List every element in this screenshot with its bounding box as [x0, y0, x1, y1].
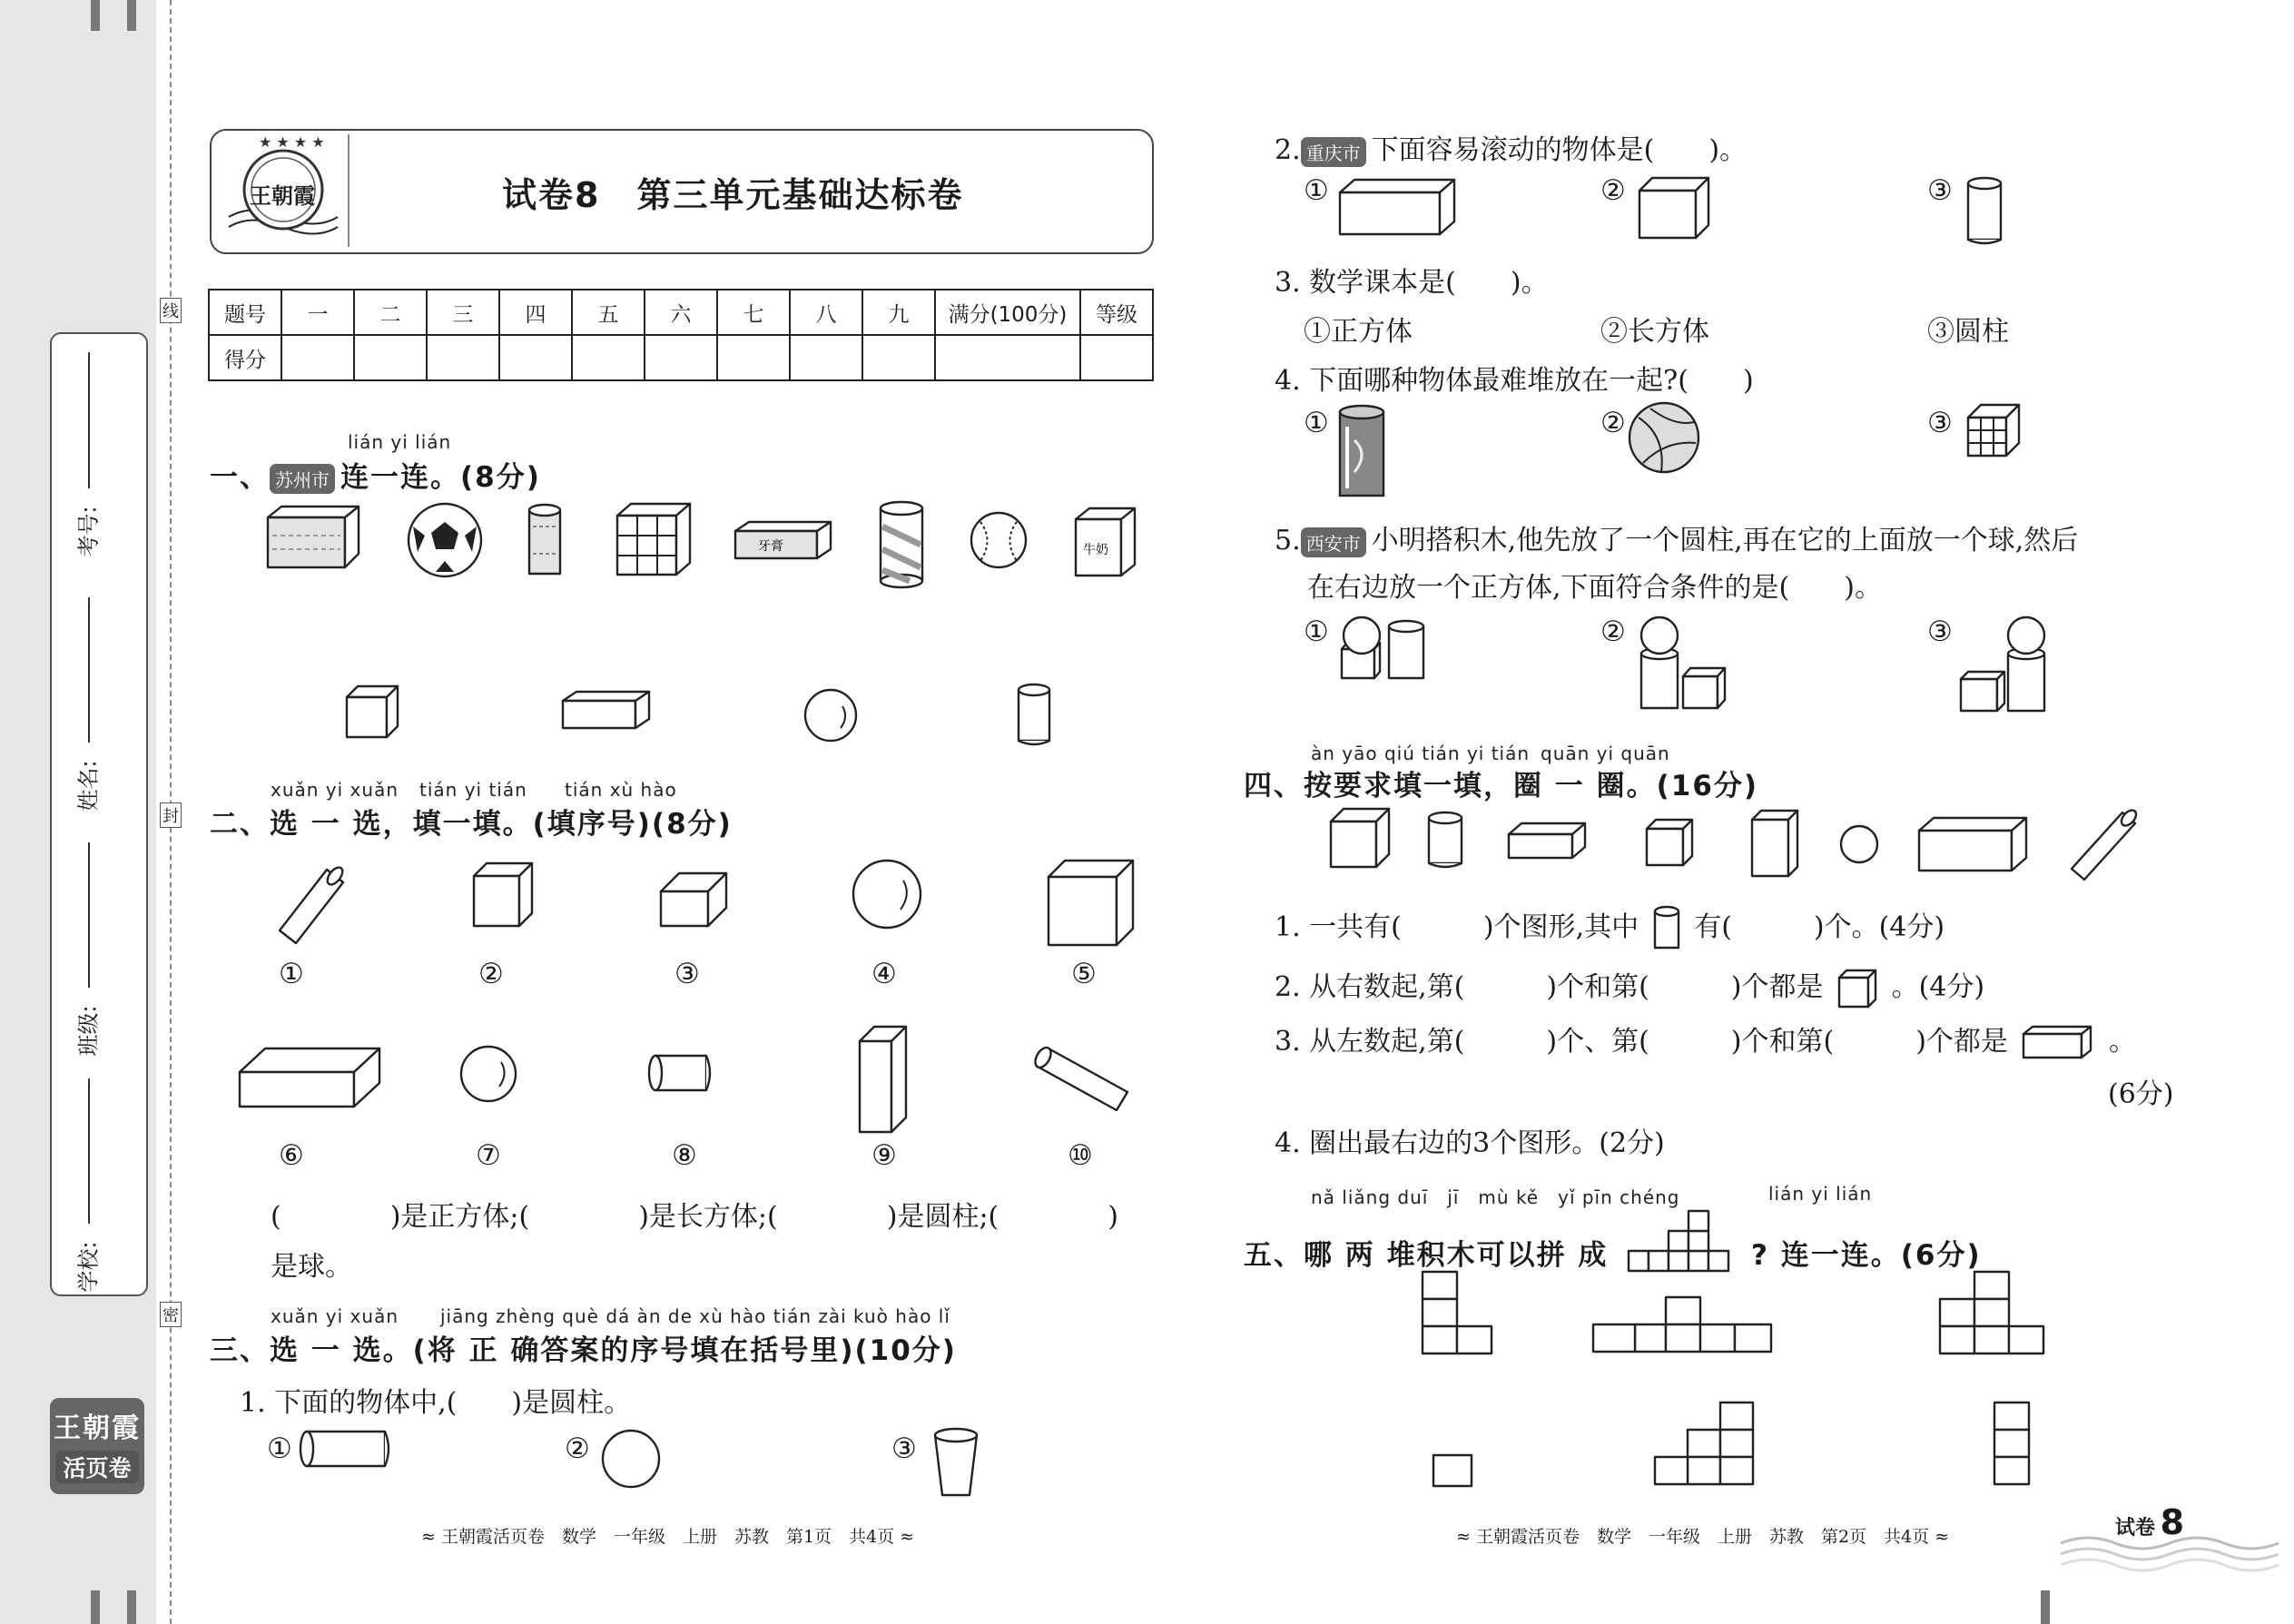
city-badge: 重庆市 — [1301, 137, 1366, 167]
s1-shapes — [336, 681, 1080, 753]
cube-icon — [1836, 967, 1879, 1010]
s2-label-7: ⑦ — [476, 1139, 501, 1172]
sphere-icon — [853, 861, 921, 928]
cube-icon — [1331, 809, 1389, 867]
s2-label-1: ① — [279, 958, 304, 990]
bottom-marks — [127, 1590, 136, 1624]
score-input-cell[interactable] — [354, 335, 427, 380]
battery-can-icon — [529, 505, 560, 574]
top-marks — [91, 0, 100, 31]
striped-can-icon — [881, 502, 922, 587]
option2-stack — [1641, 617, 1725, 708]
s1-pinyin: lián yi lián — [348, 431, 452, 453]
score-header-cell: 等级 — [1080, 290, 1153, 335]
s4-q3[interactable]: 3. 从左数起,第( )个、第( )个和第( )个都是 。 — [1275, 1019, 2136, 1063]
footer-left: ≈ 王朝霞活页卷 数学 一年级 上册 苏教 第1页 共4页 ≈ — [421, 1527, 915, 1547]
score-header-cell: 六 — [645, 290, 717, 335]
r-q4-pictures — [1334, 399, 1988, 504]
s4-pinyin-1: àn yāo qiú tián yi tián — [1311, 743, 1531, 764]
brand-logo: ★ ★ ★ ★ 王朝霞 — [224, 140, 342, 241]
score-input-cell[interactable] — [645, 335, 717, 380]
cylinder-icon — [1651, 904, 1682, 953]
score-header-cell: 八 — [790, 290, 862, 335]
cylinder-icon — [1019, 684, 1049, 744]
cuboid-icon — [563, 692, 649, 728]
s5-pinyin-2: lián yi lián — [1768, 1183, 1873, 1205]
cube-large-icon — [1049, 861, 1133, 945]
score-input-cell[interactable] — [790, 335, 862, 380]
score-input-cell[interactable] — [1080, 335, 1153, 380]
s2-heading: 二、选 一 选，填一填。(填序号)(8分) — [210, 808, 733, 841]
cube-icon — [474, 863, 532, 926]
top-pile-2 — [1593, 1297, 1771, 1352]
svg-text:牙膏: 牙膏 — [758, 539, 783, 554]
s4-q1[interactable]: 1. 一共有( )个图形,其中 有( )个。(4分) — [1275, 904, 1944, 953]
target-blocks-icon — [1625, 1204, 1734, 1273]
toothpaste-box-icon — [735, 522, 831, 558]
corner-page-label: 试卷 8 — [2115, 1502, 2185, 1542]
s2-fill-line-1[interactable]: ( )是正方体;( )是长方体;( )是圆柱;( ) — [271, 1201, 1118, 1233]
class-field[interactable]: 班级: — [79, 842, 121, 1053]
s5-heading: 五、哪 两 堆积木可以拼 成 ? 连一连。(6分) — [1244, 1204, 1982, 1273]
city-badge: 西安市 — [1301, 527, 1366, 557]
score-header-cell: 五 — [572, 290, 645, 335]
r-q3-opt-1[interactable]: ①正方体 — [1304, 316, 1413, 348]
baseball-icon — [971, 513, 1026, 567]
score-input-cell[interactable] — [935, 335, 1080, 380]
r-q4-opt-3[interactable]: ③ — [1927, 407, 1953, 439]
score-input-cell[interactable] — [499, 335, 572, 380]
s1-objects — [263, 499, 1153, 599]
score-table — [208, 289, 1154, 381]
r-q5-opt-3[interactable]: ③ — [1927, 615, 1953, 648]
s3-q1-opt-1[interactable]: ① — [267, 1432, 292, 1465]
shoebox-icon — [268, 507, 359, 567]
exam-number-field[interactable]: 考号: — [79, 352, 121, 563]
sphere-icon — [603, 1431, 659, 1487]
score-header-cell: 九 — [862, 290, 935, 335]
s3-pinyin-2: jiāng zhèng què dá àn de xù hào tián zài kuò hào lǐ — [440, 1305, 950, 1327]
footer-right: ≈ 王朝霞活页卷 数学 一年级 上册 苏教 第2页 共4页 ≈ — [1456, 1527, 1950, 1547]
seal-tab-xian: 线 — [160, 298, 182, 323]
score-input-cell[interactable] — [427, 335, 499, 380]
s2-label-8: ⑧ — [672, 1139, 697, 1172]
s3-q1: 1. 下面的物体中,( )是圆柱。 — [240, 1387, 632, 1419]
s5-pinyin-1: nǎ liǎng duī jī mù kě yǐ pīn chéng — [1311, 1186, 1680, 1208]
s2-label-9: ⑨ — [871, 1139, 897, 1172]
r-q3-opt-2[interactable]: ②长方体 — [1600, 316, 1709, 348]
s4-q4: 4. 圈出最右边的3个图形。(2分) — [1275, 1127, 1665, 1159]
s2-label-10: ⑩ — [1068, 1139, 1093, 1172]
cuboid-icon — [2020, 1023, 2096, 1063]
score-input-cell[interactable] — [717, 335, 790, 380]
svg-text:牛奶: 牛奶 — [1083, 543, 1108, 557]
r-q3-opt-3[interactable]: ③圆柱 — [1927, 316, 2009, 348]
r-q2-pictures — [1334, 174, 1988, 247]
r-q4: 4. 下面哪种物体最难堆放在一起?( ) — [1275, 365, 1754, 397]
cylinder-horizontal-icon — [649, 1056, 710, 1090]
bottom-pile-2 — [1655, 1403, 1753, 1484]
cylinder-tilted-icon — [1032, 1045, 1127, 1110]
logo-divider — [348, 134, 350, 247]
student-info-box — [50, 332, 148, 1296]
s3-q1-pictures — [300, 1421, 989, 1502]
cuboid-large-icon — [240, 1048, 379, 1107]
soda-can-icon — [1340, 406, 1383, 496]
cuboid-tall-icon — [1752, 811, 1797, 876]
s1-heading: 一、 苏州市 连一连。(8分) — [210, 461, 541, 494]
svg-text:★ ★ ★ ★: ★ ★ ★ ★ — [259, 133, 325, 151]
soccer-ball-icon — [409, 504, 481, 576]
score-header-label: 题号 — [209, 290, 281, 335]
cylinder-horizontal-icon — [300, 1432, 389, 1466]
option1-stack — [1342, 617, 1423, 678]
top-pile-3 — [1940, 1272, 2043, 1353]
cuboid-icon — [1340, 180, 1454, 234]
score-header-cell: 七 — [717, 290, 790, 335]
score-header-cell: 满分(100分) — [935, 290, 1080, 335]
s2-shapes-row2 — [236, 1021, 1153, 1139]
score-row-label: 得分 — [209, 335, 281, 380]
page-title: 试卷8 第三单元基础达标卷 — [502, 175, 964, 215]
score-header-cell: 四 — [499, 290, 572, 335]
r-q2-opt-1[interactable]: ① — [1304, 174, 1329, 207]
cylinder-tilted-icon — [280, 865, 346, 943]
name-field[interactable]: 姓名: — [79, 597, 121, 808]
cube-icon — [1647, 820, 1692, 865]
bottom-mark-right — [2041, 1590, 2050, 1624]
s2-pinyin-3: tián xù hào — [565, 779, 677, 801]
school-field[interactable]: 学校: — [79, 1078, 121, 1289]
cube-icon — [1639, 178, 1708, 238]
r-q4-opt-1[interactable]: ① — [1304, 407, 1329, 439]
r-q5-line-1: 5. 西安市 小明搭积木,他先放了一个圆柱,再在它的上面放一个球,然后 — [1275, 525, 2079, 556]
s3-q1-opt-2[interactable]: ② — [565, 1432, 590, 1465]
r-q3: 3. 数学课本是( )。 — [1275, 267, 1549, 299]
s4-heading: 四、按要求填一填，圈 一 圈。(16分) — [1244, 770, 1759, 802]
s3-q1-opt-3[interactable]: ③ — [891, 1432, 917, 1465]
score-header-cell: 一 — [281, 290, 354, 335]
s2-pinyin-1: xuǎn yi xuǎn — [271, 779, 399, 801]
volleyball-icon — [1629, 403, 1698, 472]
bottom-pile-1 — [1433, 1455, 1472, 1486]
r-q2: 2. 重庆市 下面容易滚动的物体是( )。 — [1275, 134, 1748, 166]
s4-q3-score: (6分) — [2108, 1078, 2174, 1110]
r-q2-opt-3[interactable]: ③ — [1927, 174, 1953, 207]
r-q2-opt-2[interactable]: ② — [1600, 174, 1626, 207]
r-q5-opt-1[interactable]: ① — [1304, 615, 1329, 648]
cylinder-icon — [1968, 178, 2001, 243]
s2-pinyin-2: tián yi tián — [419, 779, 527, 801]
s5-block-piles — [1412, 1266, 2102, 1502]
sphere-icon — [461, 1047, 516, 1101]
cuboid-tall-icon — [860, 1027, 906, 1132]
r-q5-opt-2[interactable]: ② — [1600, 615, 1626, 648]
r-q5-pictures — [1334, 608, 1988, 726]
cylinder-tilted-icon — [2072, 808, 2139, 880]
cup-icon — [935, 1429, 977, 1495]
s2-label-6: ⑥ — [279, 1139, 304, 1172]
top-marks — [127, 0, 136, 31]
cuboid-icon — [661, 873, 726, 926]
score-header-cell: 二 — [354, 290, 427, 335]
cuboid-large-icon — [1919, 818, 2026, 871]
bottom-marks — [91, 1590, 100, 1624]
s2-label-5: ⑤ — [1071, 958, 1097, 990]
bottom-pile-3 — [1994, 1403, 2029, 1484]
option3-stack — [1961, 617, 2044, 711]
s2-label-2: ② — [478, 958, 504, 990]
s4-shape-row — [1316, 803, 2151, 903]
s3-pinyin-1: xuǎn yi xuǎn — [271, 1305, 399, 1327]
r-q4-opt-2[interactable]: ② — [1600, 407, 1626, 439]
title-banner — [210, 129, 1154, 254]
sphere-icon — [1841, 826, 1877, 862]
s4-pinyin-2: quān yi quān — [1541, 743, 1670, 764]
s2-label-4: ④ — [871, 958, 897, 990]
s4-q2[interactable]: 2. 从右数起,第( )个和第( )个都是 。(4分) — [1275, 964, 1984, 1010]
cube-icon — [347, 686, 398, 737]
cuboid-icon — [1509, 823, 1585, 858]
seal-tab-mi: 密 — [160, 1302, 182, 1327]
s2-shapes-row1 — [263, 853, 1153, 953]
city-badge: 苏州市 — [270, 464, 335, 494]
cylinder-icon — [1429, 812, 1462, 867]
score-header-cell: 三 — [427, 290, 499, 335]
score-input-cell[interactable] — [572, 335, 645, 380]
rubiks-cube-icon — [617, 504, 690, 575]
r-q5-line-2: 在右边放一个正方体,下面符合条件的是( )。 — [1307, 572, 1882, 604]
score-input-cell[interactable] — [281, 335, 354, 380]
sphere-icon — [805, 690, 856, 741]
score-input-cell[interactable] — [862, 335, 935, 380]
seal-tab-feng: 封 — [160, 802, 182, 828]
rubiks-cube-icon — [1968, 405, 2019, 456]
milk-carton-icon — [1076, 508, 1135, 576]
s2-label-3: ③ — [674, 958, 700, 990]
s3-heading: 三、选 一 选。(将 正 确答案的序号填在括号里)(10分) — [210, 1334, 957, 1367]
brand-badge: 王朝霞 活页卷 — [50, 1398, 144, 1494]
s2-fill-line-2: 是球。 — [271, 1251, 352, 1283]
top-pile-1 — [1423, 1272, 1492, 1353]
